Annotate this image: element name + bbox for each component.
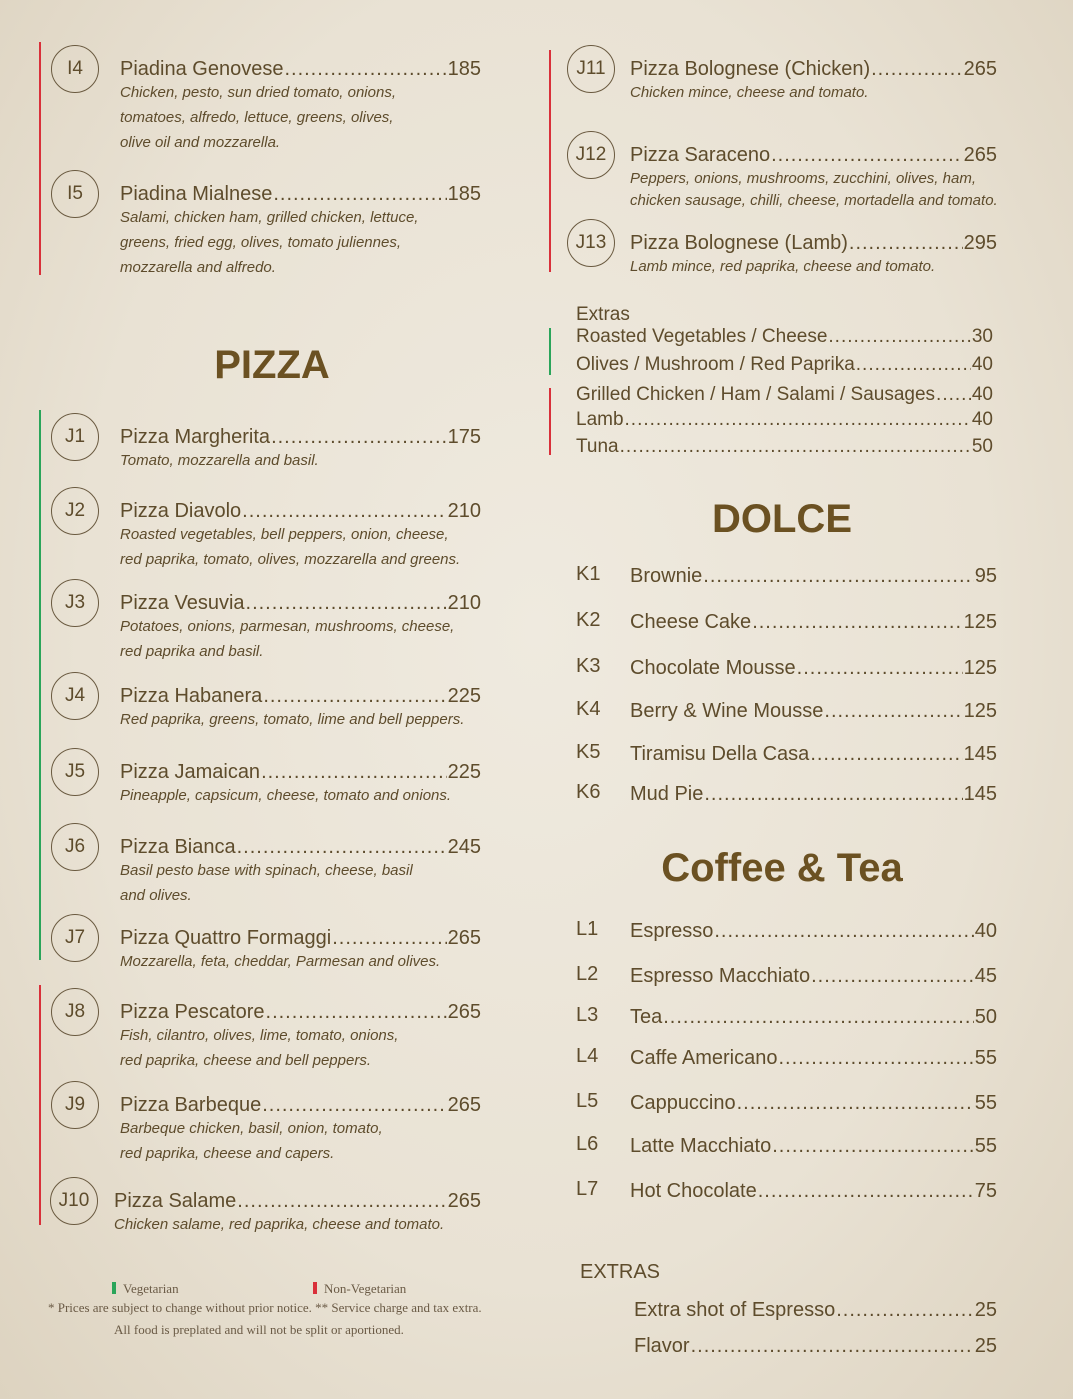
- item-name: Lamb: [576, 409, 624, 430]
- extra-item: [576, 434, 993, 460]
- item-price: 265: [447, 1094, 481, 1116]
- dot-leader: [273, 181, 446, 207]
- item-code: K4: [576, 698, 601, 720]
- item-description: olive oil and mozzarella.: [120, 134, 281, 151]
- item-code: L4: [576, 1045, 599, 1067]
- item-description: and olives.: [120, 887, 192, 904]
- item-price: 125: [963, 657, 997, 679]
- item-code-circle: J2: [51, 487, 99, 535]
- menu-item: [120, 834, 481, 860]
- item-name: Pizza Barbeque: [120, 1094, 262, 1116]
- item-name: Espresso: [630, 920, 714, 942]
- dot-leader: [261, 759, 447, 785]
- item-description: Tomato, mozzarella and basil.: [120, 452, 319, 469]
- item-price: 265: [447, 1190, 481, 1212]
- item-code-circle: J6: [51, 823, 99, 871]
- item-description: Chicken salame, red paprika, cheese and tomato.: [114, 1216, 445, 1233]
- dot-leader: [266, 999, 447, 1025]
- dolce-heading: DOLCE: [712, 497, 852, 541]
- dot-leader: [620, 434, 971, 460]
- drink-item: [630, 1090, 997, 1116]
- drink-item: [630, 1045, 997, 1071]
- item-name: Pizza Salame: [114, 1190, 237, 1212]
- item-description: red paprika, tomato, olives, mozzarella and greens.: [120, 551, 461, 568]
- dot-leader: [703, 563, 973, 589]
- item-name: Espresso Macchiato: [630, 965, 811, 987]
- dot-leader: [704, 781, 962, 807]
- item-code: K3: [576, 655, 601, 677]
- item-name: Cappuccino: [630, 1092, 736, 1114]
- item-price: 265: [963, 58, 997, 80]
- dessert-item: [630, 741, 997, 767]
- dot-leader: [237, 1188, 446, 1214]
- item-price: 25: [974, 1335, 997, 1357]
- item-code-circle: J10: [50, 1177, 98, 1225]
- dot-leader: [271, 424, 447, 450]
- pizza-heading: PIZZA: [214, 343, 330, 387]
- item-name: Olives / Mushroom / Red Paprika: [576, 354, 855, 375]
- item-name: Extra shot of Espresso: [634, 1299, 836, 1321]
- dot-leader: [242, 498, 446, 524]
- vegetarian-bar: [39, 410, 41, 960]
- item-price: 125: [963, 611, 997, 633]
- dot-leader: [811, 963, 974, 989]
- dot-leader: [752, 609, 962, 635]
- item-code-circle: J11: [567, 45, 615, 93]
- item-code-circle: J8: [51, 988, 99, 1036]
- item-name: Chocolate Mousse: [630, 657, 796, 679]
- dot-leader: [758, 1178, 974, 1204]
- item-name: Tuna: [576, 436, 619, 457]
- item-code: L7: [576, 1178, 599, 1200]
- item-price: 145: [963, 743, 997, 765]
- menu-item: [630, 142, 997, 168]
- item-description: Fish, cilantro, olives, lime, tomato, onions,: [120, 1027, 399, 1044]
- dot-leader: [936, 382, 971, 408]
- item-code: K2: [576, 609, 601, 631]
- item-name: Flavor: [634, 1335, 690, 1357]
- item-description: Red paprika, greens, tomato, lime and bell peppers.: [120, 711, 465, 728]
- item-description: greens, fried egg, olives, tomato juliennes,: [120, 234, 401, 251]
- dessert-item: [630, 563, 997, 589]
- item-description: Lamb mince, red paprika, cheese and tomato.: [630, 258, 936, 275]
- item-description: red paprika, cheese and capers.: [120, 1145, 335, 1162]
- item-name: Pizza Quattro Formaggi: [120, 927, 332, 949]
- dot-leader: [797, 655, 963, 681]
- dessert-item: [630, 781, 997, 807]
- item-name: Pizza Bianca: [120, 836, 236, 858]
- non-vegetarian-bar: [39, 42, 41, 275]
- dot-leader: [856, 352, 971, 378]
- item-price: 75: [974, 1180, 997, 1202]
- extra-item: [576, 382, 993, 408]
- item-code-circle: J1: [51, 413, 99, 461]
- item-price: 210: [447, 500, 481, 522]
- menu-item: [630, 230, 997, 256]
- item-name: Pizza Diavolo: [120, 500, 242, 522]
- item-price: 145: [963, 783, 997, 805]
- dessert-item: [630, 609, 997, 635]
- extra-item: [576, 352, 993, 378]
- dot-leader: [772, 1133, 974, 1159]
- dot-leader: [332, 925, 446, 951]
- item-code: K1: [576, 563, 601, 585]
- item-price: 95: [974, 565, 997, 587]
- dot-leader: [237, 834, 447, 860]
- dessert-item: [630, 698, 997, 724]
- coffee-heading: Coffee & Tea: [661, 846, 903, 890]
- item-description: Pineapple, capsicum, cheese, tomato and onions.: [120, 787, 452, 804]
- vegetarian-bar: [549, 328, 551, 375]
- pizza-extras-title: Extras: [576, 304, 630, 325]
- dot-leader: [663, 1004, 974, 1030]
- dot-leader: [737, 1090, 974, 1116]
- extra-item: [576, 407, 993, 433]
- extra-item: [576, 324, 993, 350]
- dot-leader: [779, 1045, 974, 1071]
- item-code-circle: I5: [51, 170, 99, 218]
- item-name: Pizza Bolognese (Chicken): [630, 58, 871, 80]
- item-name: Caffe Americano: [630, 1047, 778, 1069]
- item-code-circle: J7: [51, 914, 99, 962]
- item-name: Tiramisu Della Casa: [630, 743, 810, 765]
- item-price: 40: [974, 920, 997, 942]
- item-price: 125: [963, 700, 997, 722]
- item-name: Pizza Jamaican: [120, 761, 261, 783]
- item-price: 265: [447, 927, 481, 949]
- menu-item: [120, 498, 481, 524]
- menu-item: [120, 925, 481, 951]
- item-description: mozzarella and alfredo.: [120, 259, 276, 276]
- dot-leader: [824, 698, 962, 724]
- dot-leader: [691, 1333, 974, 1359]
- drink-item: [630, 1004, 997, 1030]
- item-price: 50: [974, 1006, 997, 1028]
- non-vegetarian-bar: [39, 985, 41, 1225]
- item-description: Barbeque chicken, basil, onion, tomato,: [120, 1120, 383, 1137]
- item-code-circle: I4: [51, 45, 99, 93]
- item-name: Latte Macchiato: [630, 1135, 772, 1157]
- item-description: tomatoes, alfredo, lettuce, greens, olives,: [120, 109, 394, 126]
- item-name: Grilled Chicken / Ham / Salami / Sausages: [576, 384, 936, 405]
- dot-leader: [262, 1092, 446, 1118]
- item-description: Mozzarella, feta, cheddar, Parmesan and olives.: [120, 953, 441, 970]
- item-code: L1: [576, 918, 599, 940]
- non-vegetarian-bar: [549, 388, 551, 455]
- item-description: chicken sausage, chilli, cheese, mortadella and tomato.: [630, 192, 998, 209]
- item-code: K5: [576, 741, 601, 763]
- dot-leader: [828, 324, 970, 350]
- menu-item: [630, 56, 997, 82]
- nonveg-swatch: [313, 1282, 317, 1294]
- drink-item: [630, 1178, 997, 1204]
- item-name: Hot Chocolate: [630, 1180, 757, 1202]
- item-price: 225: [447, 761, 481, 783]
- item-code: L5: [576, 1090, 599, 1112]
- menu-item: [120, 1092, 481, 1118]
- menu-item: [114, 1188, 481, 1214]
- item-price: 40: [971, 384, 993, 405]
- menu-item: [120, 181, 481, 207]
- drink-item: [630, 918, 997, 944]
- item-name: Mud Pie: [630, 783, 704, 805]
- non-vegetarian-bar: [549, 50, 551, 272]
- item-price: 45: [974, 965, 997, 987]
- drink-item: [630, 1133, 997, 1159]
- menu-item: [120, 999, 481, 1025]
- item-description: Peppers, onions, mushrooms, zucchini, olives, ham,: [630, 170, 976, 187]
- menu-item: [120, 590, 481, 616]
- item-code: L2: [576, 963, 599, 985]
- item-description: Chicken mince, cheese and tomato.: [630, 84, 869, 101]
- item-name: Brownie: [630, 565, 703, 587]
- dot-leader: [771, 142, 963, 168]
- item-price: 175: [447, 426, 481, 448]
- menu-item: [120, 759, 481, 785]
- item-description: Salami, chicken ham, grilled chicken, lettuce,: [120, 209, 419, 226]
- dot-leader: [849, 230, 963, 256]
- legend-vegetarian: Vegetarian: [112, 1281, 179, 1297]
- item-code-circle: J13: [567, 219, 615, 267]
- menu-item: [120, 424, 481, 450]
- item-price: 55: [974, 1092, 997, 1114]
- item-price: 185: [447, 183, 481, 205]
- item-price: 50: [971, 436, 993, 457]
- item-name: Roasted Vegetables / Cheese: [576, 326, 828, 347]
- item-description: Potatoes, onions, parmesan, mushrooms, cheese,: [120, 618, 455, 635]
- item-name: Pizza Margherita: [120, 426, 271, 448]
- dot-leader: [714, 918, 973, 944]
- item-code-circle: J4: [51, 672, 99, 720]
- item-name: Pizza Saraceno: [630, 144, 771, 166]
- legend-non-vegetarian: Non-Vegetarian: [313, 1281, 406, 1297]
- item-price: 40: [971, 354, 993, 375]
- footer-note-1: * Prices are subject to change without prior notice. ** Service charge and tax extra.: [48, 1300, 482, 1315]
- item-price: 40: [971, 409, 993, 430]
- item-price: 55: [974, 1135, 997, 1157]
- veg-swatch: [112, 1282, 116, 1294]
- item-code: L3: [576, 1004, 599, 1026]
- item-price: 30: [971, 326, 993, 347]
- item-price: 295: [963, 232, 997, 254]
- dot-leader: [810, 741, 962, 767]
- item-name: Berry & Wine Mousse: [630, 700, 824, 722]
- item-price: 185: [447, 58, 481, 80]
- item-code-circle: J12: [567, 131, 615, 179]
- dot-leader: [871, 56, 963, 82]
- item-name: Piadina Mialnese: [120, 183, 273, 205]
- item-name: Tea: [630, 1006, 663, 1028]
- item-code-circle: J5: [51, 748, 99, 796]
- item-name: Pizza Pescatore: [120, 1001, 265, 1023]
- item-price: 25: [974, 1299, 997, 1321]
- item-description: red paprika, cheese and bell peppers.: [120, 1052, 372, 1069]
- item-price: 55: [974, 1047, 997, 1069]
- item-price: 225: [447, 685, 481, 707]
- dot-leader: [836, 1297, 974, 1323]
- coffee-extras-title: EXTRAS: [580, 1261, 661, 1283]
- item-description: Basil pesto base with spinach, cheese, basil: [120, 862, 413, 879]
- item-price: 210: [447, 592, 481, 614]
- dot-leader: [246, 590, 447, 616]
- dot-leader: [625, 407, 971, 433]
- item-name: Pizza Habanera: [120, 685, 263, 707]
- item-description: Chicken, pesto, sun dried tomato, onions,: [120, 84, 396, 101]
- item-code: K6: [576, 781, 601, 803]
- item-code-circle: J9: [51, 1081, 99, 1129]
- menu-item: [120, 683, 481, 709]
- item-code-circle: J3: [51, 579, 99, 627]
- item-description: red paprika and basil.: [120, 643, 264, 660]
- dot-leader: [284, 56, 446, 82]
- item-price: 245: [447, 836, 481, 858]
- item-price: 265: [963, 144, 997, 166]
- dot-leader: [263, 683, 446, 709]
- item-name: Cheese Cake: [630, 611, 752, 633]
- item-name: Piadina Genovese: [120, 58, 284, 80]
- dessert-item: [630, 655, 997, 681]
- footer-note-2: All food is preplated and will not be split or aportioned.: [114, 1322, 404, 1337]
- item-code: L6: [576, 1133, 599, 1155]
- item-price: 265: [447, 1001, 481, 1023]
- item-description: Roasted vegetables, bell peppers, onion, cheese,: [120, 526, 449, 543]
- coffee-extra-item: [634, 1297, 997, 1323]
- item-name: Pizza Vesuvia: [120, 592, 245, 614]
- drink-item: [630, 963, 997, 989]
- coffee-extra-item: [634, 1333, 997, 1359]
- menu-item: [120, 56, 481, 82]
- item-name: Pizza Bolognese (Lamb): [630, 232, 848, 254]
